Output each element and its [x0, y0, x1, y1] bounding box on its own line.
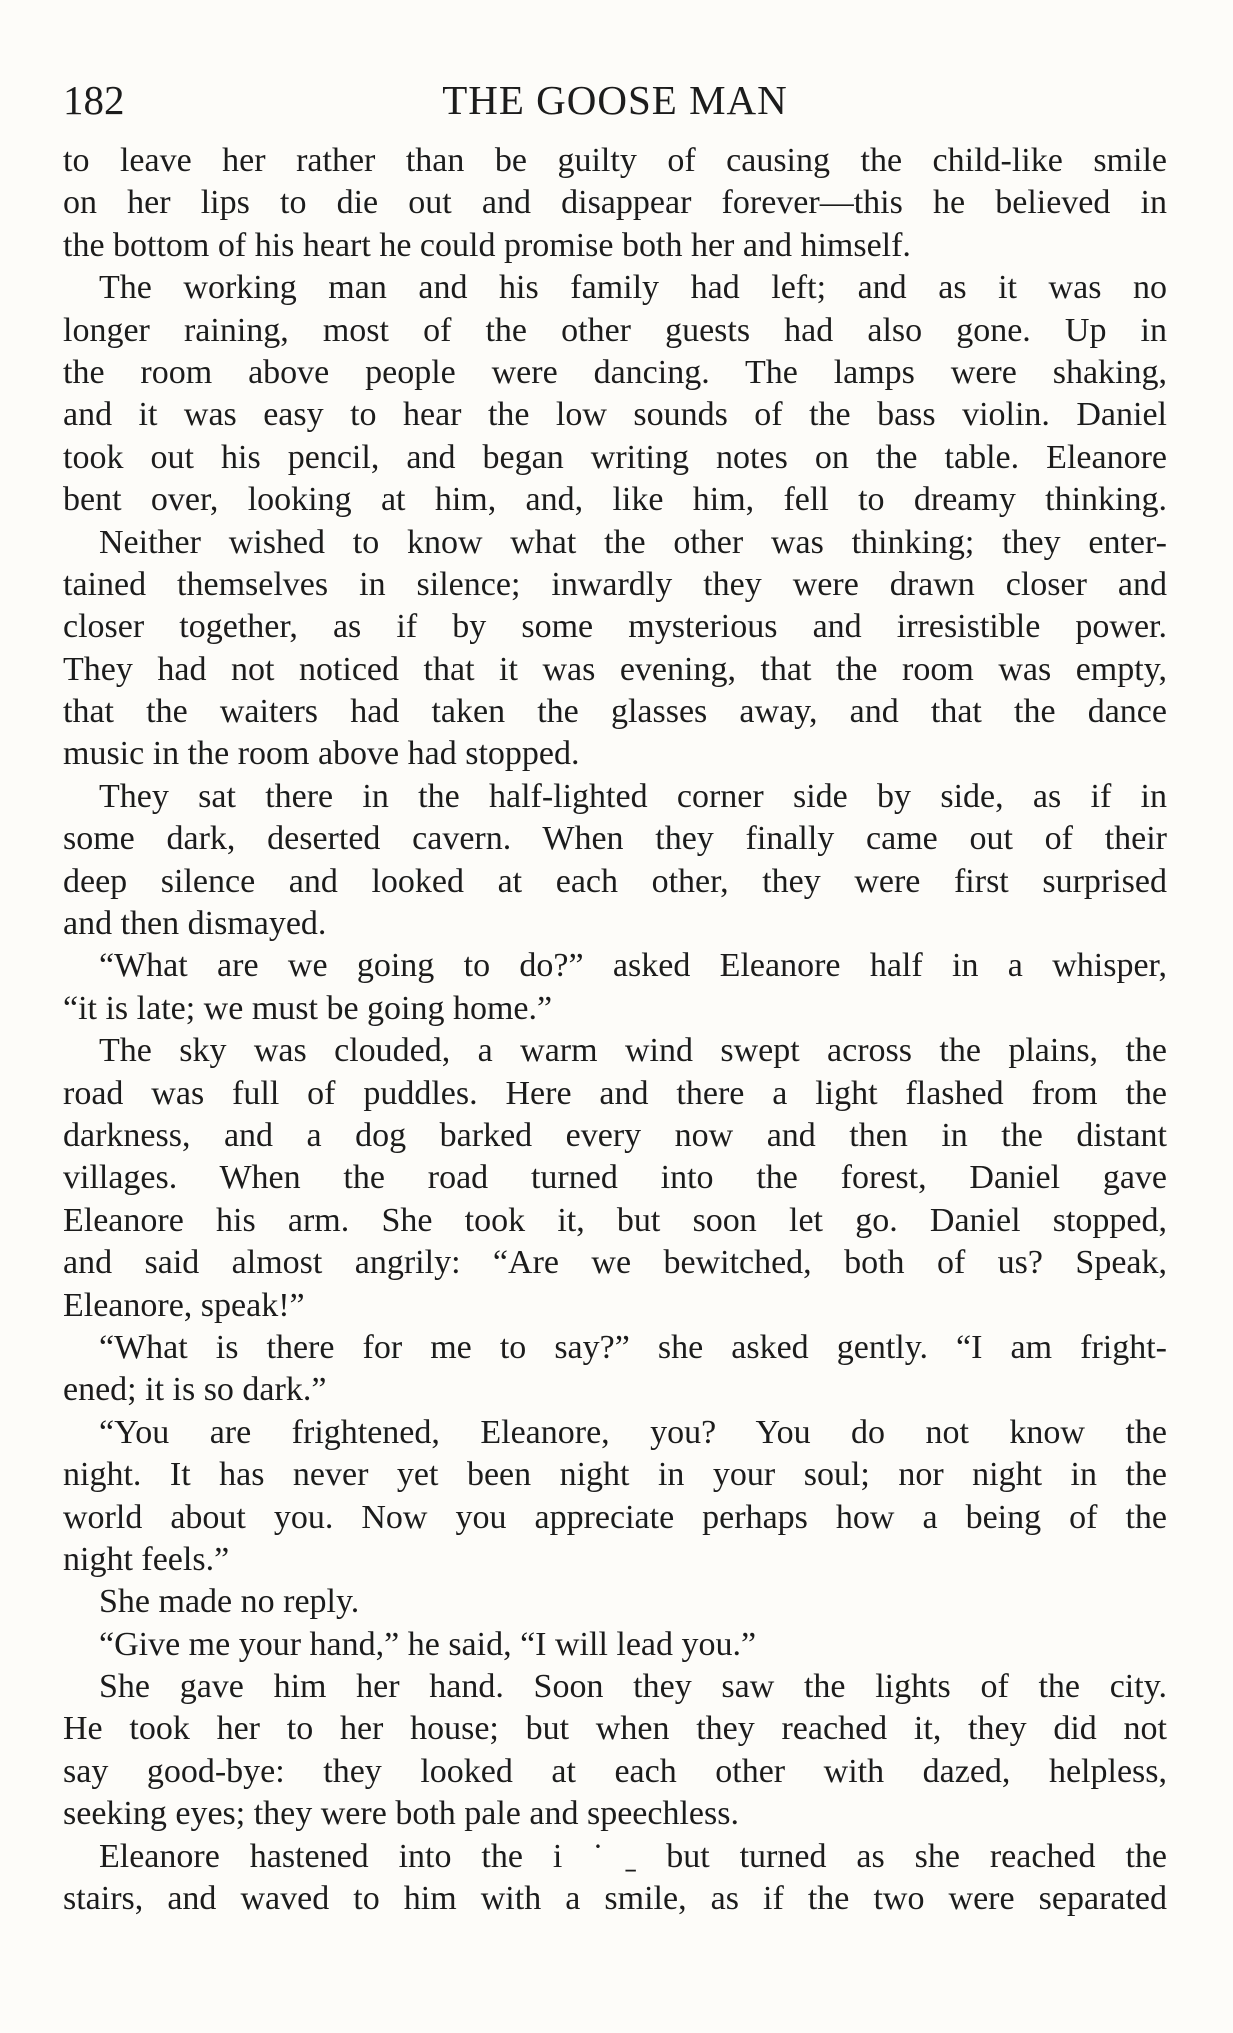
text-line: stairs, and waved to him with a smile, as if the two were separated	[63, 1880, 1167, 1918]
text-line: night feels.”	[63, 1540, 230, 1578]
text-line: to leave her rather than be guilty of causing the child-like smile	[63, 142, 1167, 179]
text-line: Eleanore hastened into the i ˙ˍ but turned as she reached the	[99, 1837, 1167, 1875]
text-line: villages. When the road turned into the forest, Daniel gave	[63, 1159, 1167, 1197]
book-page	[63, 68, 1167, 1920]
text-line: The sky was clouded, a warm wind swept across the plains, the	[99, 1032, 1167, 1070]
text-line: closer together, as if by some mysterious and irresistible power.	[63, 608, 1167, 646]
page-number: 182	[63, 77, 125, 123]
text-line: night. It has never yet been night in your soul; nor night in the	[63, 1456, 1167, 1494]
body-text	[63, 140, 1167, 1920]
text-line: They sat there in the half-lighted corner side by side, as if in	[99, 777, 1167, 815]
text-line: “What are we going to do?” asked Eleanore half in a whisper,	[99, 947, 1167, 985]
text-line: and then dismayed.	[63, 905, 327, 943]
text-line: road was full of puddles. Here and there a light flashed from the	[63, 1074, 1167, 1112]
running-title: THE GOOSE MAN	[442, 77, 788, 123]
text-line: bent over, looking at him, and, like him, fell to dreamy thinking.	[63, 481, 1167, 519]
text-line: darkness, and a dog barked every now and then in the distant	[63, 1116, 1167, 1154]
text-line: and it was easy to hear the low sounds of the bass violin. Daniel	[63, 396, 1167, 434]
text-line: ened; it is so dark.”	[63, 1371, 327, 1409]
text-line: and said almost angrily: “Are we bewitched, both of us? Speak,	[63, 1244, 1167, 1282]
text-line: He took her to her house; but when they reached it, they did not	[63, 1710, 1167, 1748]
text-line: Eleanore, speak!”	[63, 1286, 305, 1324]
text-line: on her lips to die out and disappear forever—this he believed in	[63, 184, 1167, 222]
running-head	[63, 68, 1167, 132]
text-line: the room above people were dancing. The lamps were shaking,	[63, 353, 1167, 391]
text-line: say good-bye: they looked at each other with dazed, helpless,	[63, 1752, 1167, 1790]
text-line: deep silence and looked at each other, they were first surprised	[63, 862, 1167, 900]
text-line: music in the room above had stopped.	[63, 735, 580, 773]
text-line: took out his pencil, and began writing notes on the table. Eleanore	[63, 438, 1167, 476]
text-line: She made no reply.	[99, 1583, 360, 1621]
text-line: Neither wished to know what the other was thinking; they enter-	[99, 523, 1167, 561]
text-line: that the waiters had taken the glasses away, and that the dance	[63, 693, 1167, 731]
text-line: Eleanore his arm. She took it, but soon let go. Daniel stopped,	[63, 1201, 1167, 1239]
text-line: world about you. Now you appreciate perhaps how a being of the	[63, 1498, 1167, 1536]
text-line: “What is there for me to say?” she asked gently. “I am fright-	[99, 1328, 1167, 1366]
text-line: “You are frightened, Eleanore, you? You do not know the	[99, 1413, 1167, 1451]
text-line: seeking eyes; they were both pale and speechless.	[63, 1795, 739, 1833]
text-line: The working man and his family had left; and as it was no	[99, 269, 1167, 307]
text-line: She gave him her hand. Soon they saw the lights of the city.	[99, 1668, 1167, 1706]
text-line: “Give me your hand,” he said, “I will lead you.”	[99, 1625, 757, 1663]
text-line: longer raining, most of the other guests had also gone. Up in	[63, 311, 1167, 349]
text-line: the bottom of his heart he could promise both her and himself.	[63, 226, 911, 264]
text-line: some dark, deserted cavern. When they finally came out of their	[63, 820, 1167, 858]
text-line: tained themselves in silence; inwardly they were drawn closer and	[63, 565, 1167, 603]
text-line: They had not noticed that it was evening, that the room was empty,	[63, 650, 1167, 688]
text-line: “it is late; we must be going home.”	[63, 989, 553, 1027]
